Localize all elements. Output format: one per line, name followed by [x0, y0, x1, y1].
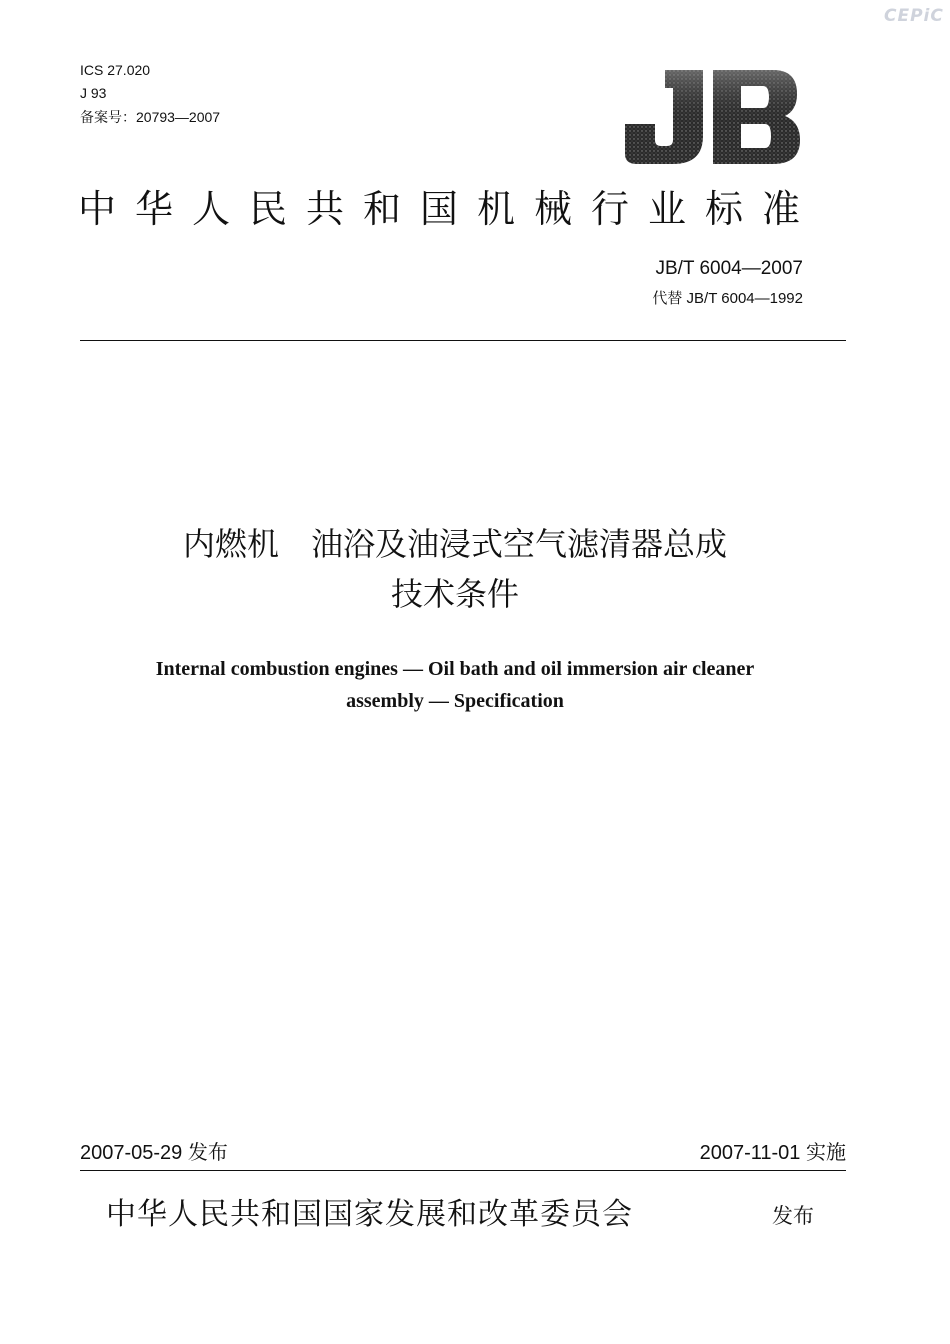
- replaces-standard: 代替 JB/T 6004—1992: [652, 290, 803, 307]
- title-english-line1: Internal combustion engines — Oil bath and oil immersion air cleaner: [155, 658, 755, 680]
- jb-logo: [625, 66, 800, 166]
- title-english-line2: assembly — Specification: [346, 690, 564, 712]
- record-number: 备案号：20793—2007: [80, 109, 221, 125]
- watermark-logo: CEPiC: [884, 6, 944, 26]
- implementation-date: 2007-11-01 实施: [699, 1142, 846, 1164]
- issue-date: 2007-05-29 发布: [80, 1142, 228, 1164]
- title-chinese-line1: 内燃机 油浴及油浸式空气滤清器总成: [182, 525, 727, 563]
- ics-code: ICS 27.020: [80, 62, 151, 78]
- publisher-name: 中华人民共和国国家发展和改革委员会: [106, 1197, 633, 1232]
- publish-label: 发布: [772, 1204, 814, 1228]
- header-divider: [80, 340, 846, 341]
- footer-divider: [80, 1170, 846, 1171]
- standard-code: JB/T 6004—2007: [655, 258, 803, 279]
- title-chinese-line2: 技术条件: [390, 575, 519, 613]
- ccs-code: J 93: [80, 85, 107, 101]
- ministry-title: 中华人民共和国机械行业标准: [78, 187, 820, 231]
